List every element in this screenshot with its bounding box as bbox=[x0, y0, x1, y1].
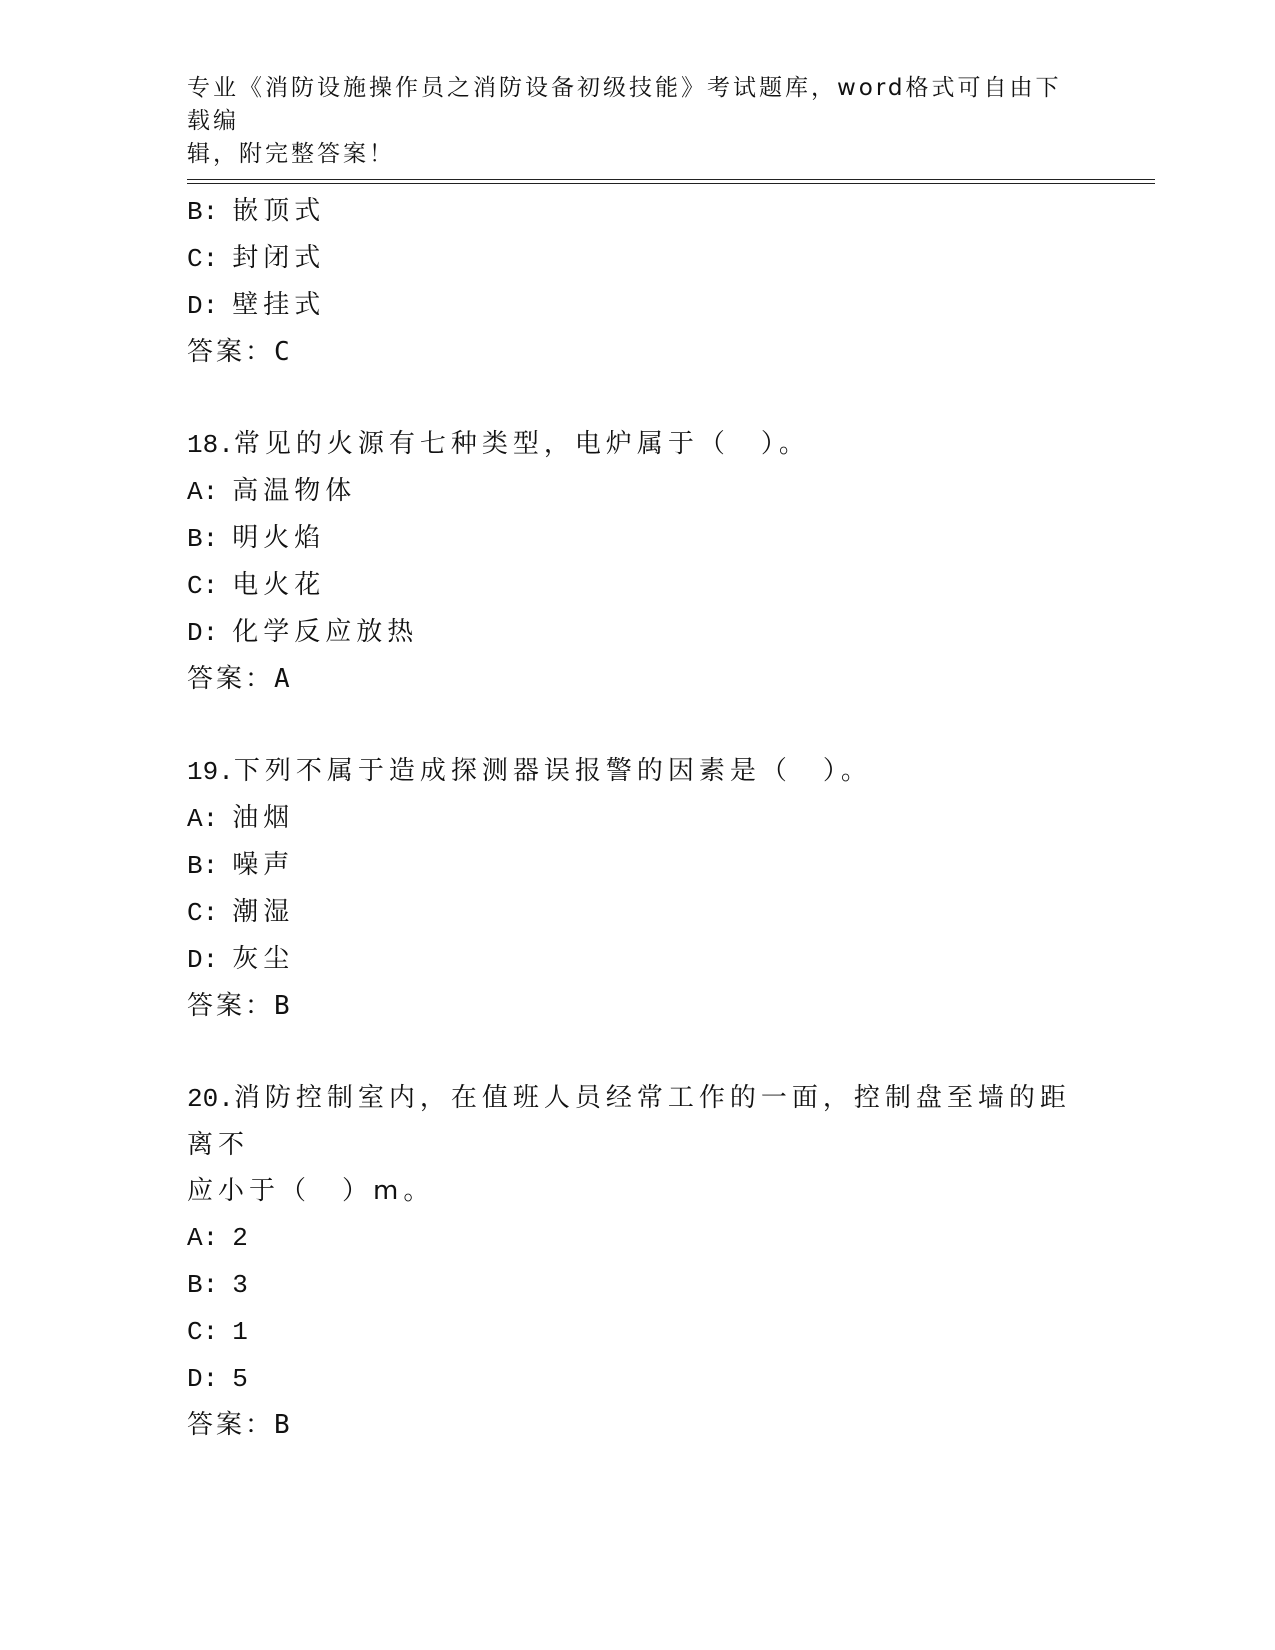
question-stem-continued bbox=[187, 1168, 1077, 1214]
option-letter: C bbox=[187, 1317, 203, 1347]
answer-line bbox=[187, 1402, 1087, 1448]
question-number: 18. bbox=[187, 430, 234, 460]
option-text: 1 bbox=[232, 1317, 248, 1347]
option-letter: D bbox=[187, 618, 203, 648]
option-letter: B bbox=[187, 524, 203, 554]
option-text: 5 bbox=[232, 1364, 248, 1394]
option-letter: C bbox=[187, 244, 203, 274]
answer-line bbox=[187, 656, 1087, 702]
spacer bbox=[187, 1029, 1087, 1075]
option-text: 2 bbox=[232, 1223, 248, 1253]
question-18 bbox=[187, 421, 1087, 702]
answer-value: A bbox=[274, 664, 293, 694]
option-letter: D bbox=[187, 945, 203, 975]
question-19 bbox=[187, 748, 1087, 1029]
prev-question bbox=[187, 188, 1087, 375]
answer-value: C bbox=[274, 337, 293, 367]
option-text: 高温物体 bbox=[232, 476, 357, 506]
option-line: B: 明火焰 bbox=[187, 523, 326, 554]
option-text: 潮湿 bbox=[232, 897, 295, 927]
option-letter: B bbox=[187, 1270, 203, 1300]
option-text: 灰尘 bbox=[232, 944, 295, 974]
option-line: D: 5 bbox=[187, 1364, 248, 1394]
question-stem bbox=[187, 1075, 1077, 1168]
option-text: 3 bbox=[232, 1270, 248, 1300]
option-line: C: 电火花 bbox=[187, 570, 326, 601]
answer-label: 答案： bbox=[187, 337, 275, 367]
answer-line bbox=[187, 329, 1087, 375]
option-text: 油烟 bbox=[232, 803, 295, 833]
spacer bbox=[187, 702, 1087, 748]
option-line: D: 壁挂式 bbox=[187, 290, 326, 321]
option-line: A: 2 bbox=[187, 1223, 248, 1253]
question-stem bbox=[187, 748, 1077, 795]
answer-line bbox=[187, 983, 1087, 1029]
option-line: B: 3 bbox=[187, 1270, 248, 1300]
question-text: 消防控制室内，在值班人员经常工作的一面，控制盘至墙的距离不 bbox=[187, 1083, 1071, 1160]
option-line: D: 化学反应放热 bbox=[187, 617, 419, 648]
option-line: B: 噪声 bbox=[187, 850, 295, 881]
option-letter: A bbox=[187, 477, 203, 507]
option-letter: B bbox=[187, 851, 203, 881]
option-letter: D bbox=[187, 1364, 203, 1394]
option-line: D: 灰尘 bbox=[187, 944, 295, 975]
question-text: 下列不属于造成探测器误报警的因素是（ ）。 bbox=[233, 756, 872, 786]
question-number: 20. bbox=[187, 1084, 234, 1114]
question-number: 19. bbox=[187, 757, 234, 787]
option-text: 嵌顶式 bbox=[232, 196, 326, 226]
answer-label: 答案： bbox=[187, 1410, 275, 1440]
header-rule-bottom bbox=[187, 183, 1155, 184]
option-letter: D bbox=[187, 291, 203, 321]
question-list bbox=[187, 188, 1087, 1448]
option-text: 电火花 bbox=[232, 570, 326, 600]
answer-value: B bbox=[274, 1410, 293, 1440]
option-letter: B bbox=[187, 197, 203, 227]
document-header bbox=[187, 72, 1067, 171]
option-letter: A bbox=[187, 1223, 203, 1253]
answer-label: 答案： bbox=[187, 991, 275, 1021]
option-line: C: 1 bbox=[187, 1317, 248, 1347]
option-text: 化学反应放热 bbox=[232, 617, 419, 647]
option-text: 壁挂式 bbox=[232, 290, 326, 320]
answer-label: 答案： bbox=[187, 664, 275, 694]
option-line: A: 高温物体 bbox=[187, 476, 357, 507]
header-rule-top bbox=[187, 179, 1155, 180]
question-20 bbox=[187, 1075, 1087, 1448]
option-letter: C bbox=[187, 571, 203, 601]
spacer bbox=[187, 375, 1087, 421]
question-text: 常见的火源有七种类型，电炉属于（ ）。 bbox=[233, 429, 810, 459]
header-line-1: 专业《消防设施操作员之消防设备初级技能》考试题库，word格式可自由下载编 bbox=[187, 75, 1062, 134]
header-line-2: 辑，附完整答案！ bbox=[187, 141, 395, 167]
question-text: 应小于（ ）m。 bbox=[187, 1176, 435, 1206]
option-line: B: 嵌顶式 bbox=[187, 196, 326, 227]
answer-value: B bbox=[274, 991, 293, 1021]
option-line: A: 油烟 bbox=[187, 803, 295, 834]
option-text: 噪声 bbox=[232, 850, 295, 880]
option-text: 明火焰 bbox=[232, 523, 326, 553]
question-stem bbox=[187, 421, 1077, 468]
option-line: C: 潮湿 bbox=[187, 897, 295, 928]
option-letter: C bbox=[187, 898, 203, 928]
option-text: 封闭式 bbox=[232, 243, 326, 273]
option-line: C: 封闭式 bbox=[187, 243, 326, 274]
option-letter: A bbox=[187, 804, 203, 834]
